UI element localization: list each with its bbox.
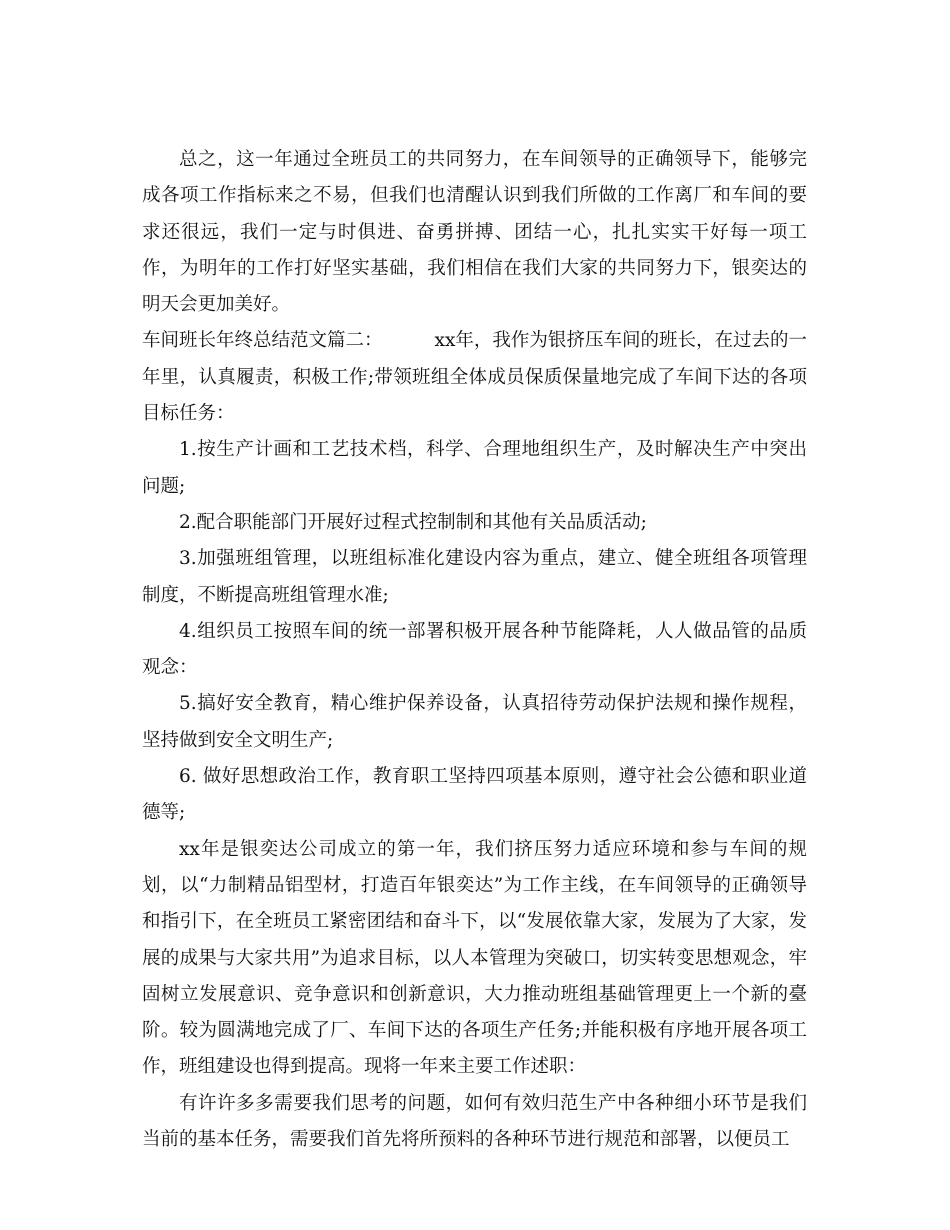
list-item-1: 1.按生产计画和工艺技术档，科学、合理地组织生产，及时解决生产中突出问题; [142,439,807,497]
list-item-6: 6. 做好思想政治工作，教育职工坚持四项基本原则，遵守社会公德和职业道德等; [142,766,807,824]
paragraph-questions: 有许许多多需要我们思考的问题，如何有效归范生产中各种细小环节是我们当前的基本任务，需要我们首先将所预料的各种环节进行规范和部署，以便员工 [142,1092,807,1151]
list-item-3: 3.加强班组管理，以班组标准化建设内容为重点，建立、健全班组各项管理制度，不断提高班组管理水准; [142,548,807,606]
section-heading: 车间班长年终总结范文篇二： [142,330,383,352]
paragraph-company-year: xx年是银奕达公司成立的第一年，我们挤压努力适应环境和参与车间的规划，以“力制精品铝型材，打造百年银奕达”为工作主线，在车间领导的正确领导和指引下，在全班员工紧密团结和奋斗下，以“发展依靠大家，发展为了大家，发展的成果与大家共用”为追求目标，以人本管理为突破口，切实转变思想观念，牢固树立发展意识、竞争意识和创新意识，大力推动班组基础管理更上一个新的臺阶。较为圆满地完成了厂、车间下达的各项生产任务;并能积极有序地开展各项工作，班组建设也得到提高。现将一年来主要工作述职： [142,838,807,1078]
list-item-4: 4.组织员工按照车间的统一部署积极开展各种节能降耗，人人做品管的品质观念： [142,620,807,679]
section-intro-text: xx年，我作为银挤压车间的班长，在过去的一年里，认真履责，积极工作;带领班组全体成员保质保量地完成了车间下达的各项目标任务： [142,330,807,425]
paragraph-section-two-intro [142,323,807,432]
list-item-2: 2.配合职能部门开展好过程式控制制和其他有关品质活动; [179,511,647,533]
paragraph-summary: 总之，这一年通过全班员工的共同努力，在车间领导的正确领导下，能够完成各项工作指标来之不易，但我们也清醒认识到我们所做的工作离厂和车间的要求还很远，我们一定与时俱进、奋勇拼搏、团结一心，扎扎实实干好每一项工作，为明年的工作打好坚实基础，我们相信在我们大家的共同努力下，银奕达的明天会更加美好。 [142,149,807,316]
document-body [142,142,807,1158]
list-item-5: 5.搞好安全教育，精心维护保养设备，认真招待劳动保护法规和操作规程，坚持做到安全文明生产; [142,693,807,751]
